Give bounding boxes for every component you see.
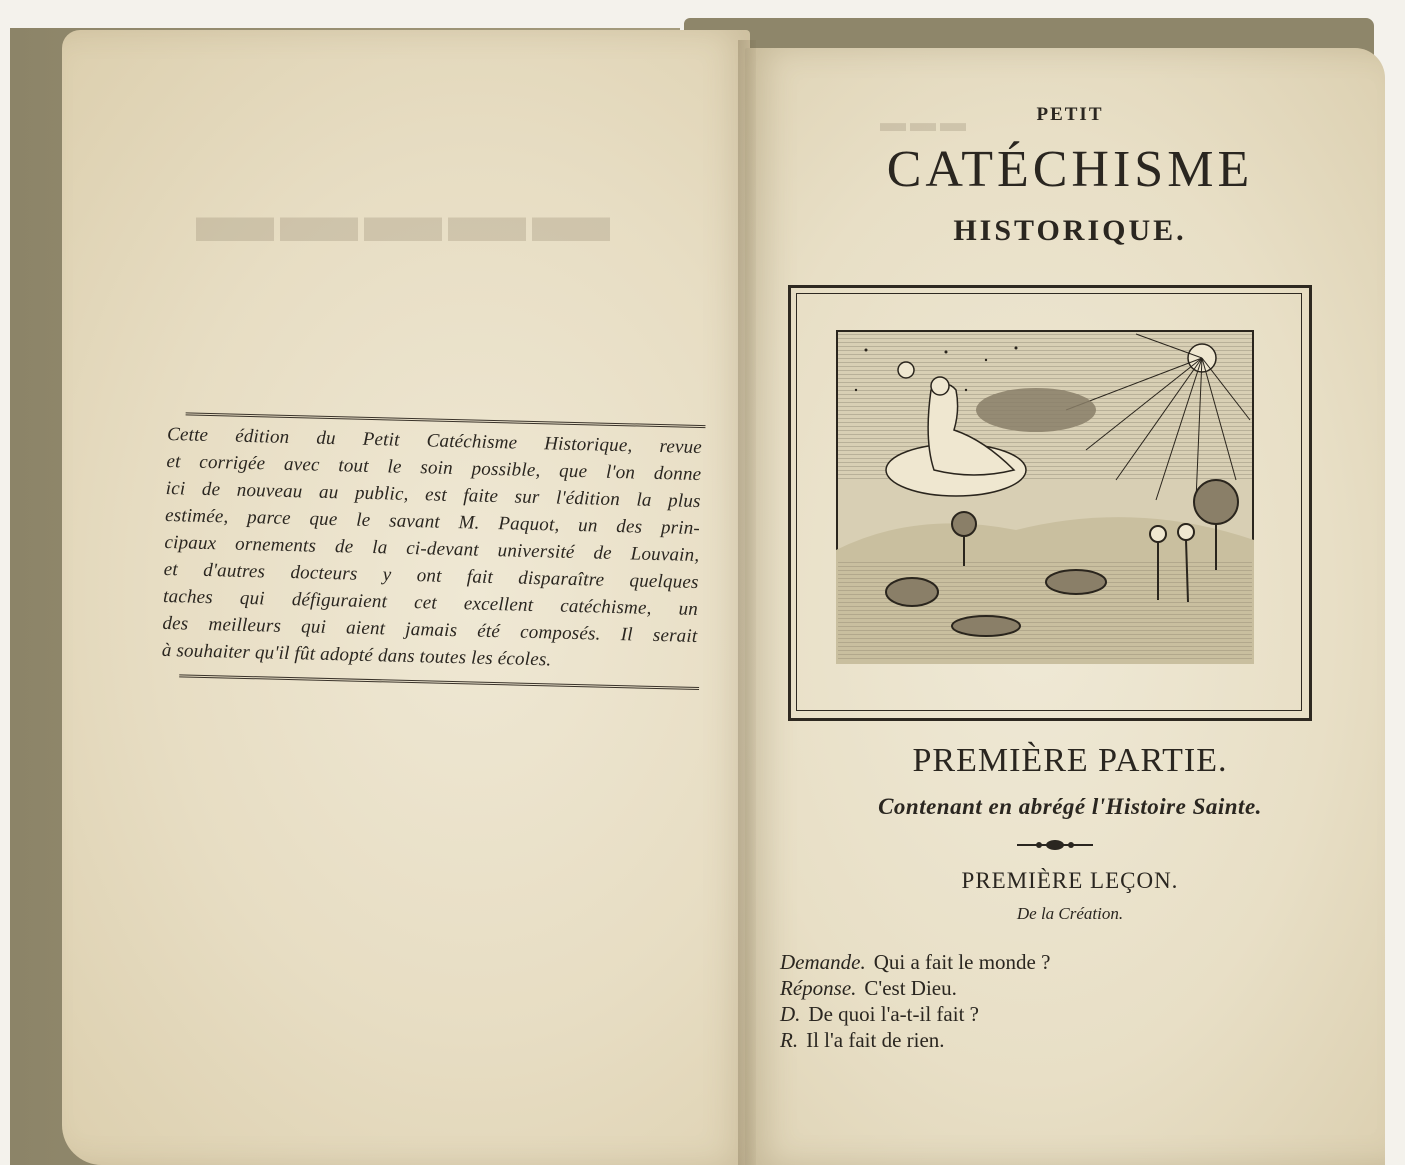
part-subtitle: Contenant en abrégé l'Histoire Sainte.: [878, 794, 1262, 819]
qa-text: Il l'a fait de rien.: [806, 1028, 945, 1052]
qa-line: [780, 1028, 945, 1053]
notice-bottom-rule: [179, 674, 699, 690]
part-title: PREMIÈRE PARTIE.: [912, 742, 1228, 779]
notice-line: estimée, parce que le savant M. Paquot, un des prin-: [164, 504, 701, 540]
notice-line: taches qui défiguraient cet excellent catéchisme, un: [162, 585, 699, 621]
book-title: CATÉCHISME: [886, 141, 1254, 198]
edition-notice: [161, 398, 708, 711]
notice-line: et corrigée avec tout le soin possible, que l'on donne: [166, 450, 702, 486]
qa-line: [780, 976, 957, 1001]
qa-label: R.: [780, 1028, 799, 1052]
creation-woodcut-illustration: [836, 330, 1254, 664]
book-gutter: [738, 40, 756, 1165]
book-subtitle: HISTORIQUE.: [953, 214, 1187, 247]
qa-label: Demande.: [780, 950, 866, 974]
notice-line: et d'autres docteurs y ont fait disparaître quelques: [163, 558, 699, 594]
qa-text: C'est Dieu.: [864, 976, 957, 1000]
notice-line: des meilleurs qui aient jamais été composés. Il serait: [162, 612, 698, 648]
qa-line: [780, 1002, 979, 1027]
lesson-subtitle: De la Création.: [1016, 904, 1124, 923]
notice-line: cipaux ornements de la ci-devant université de Louvain,: [164, 531, 700, 567]
ornament-divider: [1015, 838, 1095, 852]
qa-label: D.: [780, 1002, 801, 1026]
title-overline: PETIT: [1036, 104, 1104, 125]
qa-text: Qui a fait le monde ?: [873, 950, 1051, 974]
notice-line: Cette édition du Petit Catéchisme Historique, revue: [166, 423, 703, 459]
lesson-title: PREMIÈRE LEÇON.: [961, 868, 1179, 893]
notice-line: ici de nouveau au public, est faite sur l'édition la plus: [165, 477, 701, 513]
show-through-header: ▬▬▬: [880, 108, 970, 137]
qa-text: De quoi l'a-t-il fait ?: [808, 1002, 979, 1026]
show-through-title: ▬▬▬▬▬: [190, 171, 610, 258]
qa-line: [780, 950, 1050, 975]
notice-line: à souhaiter qu'il fût adopté dans toutes les écoles.: [161, 639, 552, 671]
qa-label: Réponse.: [780, 976, 857, 1000]
